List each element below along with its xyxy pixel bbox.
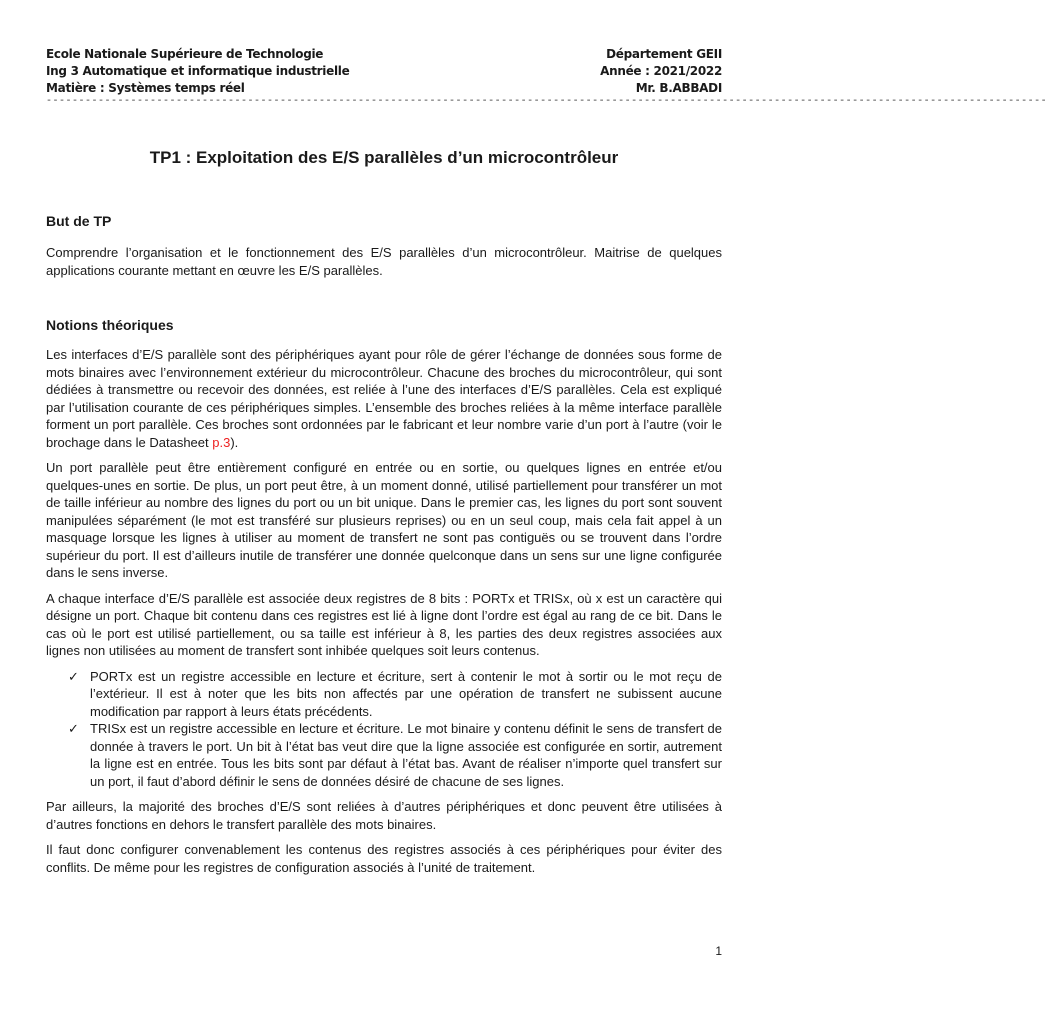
page-title: TP1 : Exploitation des E/S parallèles d’un microcontrôleur <box>149 148 619 167</box>
list-item <box>46 720 722 790</box>
header-left <box>46 46 349 97</box>
header-right <box>600 46 722 97</box>
header-year: Année : 2021/2022 <box>600 64 722 78</box>
checkmark-icon: ✓ <box>68 668 79 684</box>
page-number: 1 <box>715 944 722 958</box>
datasheet-page-link[interactable]: p.3 <box>212 434 231 450</box>
heading-notions: Notions théoriques <box>46 317 174 333</box>
paragraph-5: Il faut donc configurer convenablement les contenus des registres associés à ces périphériques pour éviter des conflits. De même pour les registres de configuration associés à l’unité de traitement. <box>46 842 722 875</box>
intro-paragraph: Comprendre l’organisation et le fonctionnement des E/S parallèles d’un microcontrôleur. Maitrise de quelques applications courante mettant en œuvre les E/S parallèles. <box>46 245 722 278</box>
register-list <box>46 668 722 791</box>
paragraph-1 <box>46 346 722 451</box>
intro-section <box>46 244 722 279</box>
header-separator: ---------------------------------------------------------------------------------------------------------------------------------------------------------- <box>46 96 1047 107</box>
paragraph-1-end: ). <box>230 434 239 450</box>
list-item <box>46 668 722 721</box>
notions-section <box>46 346 722 884</box>
header-school: Ecole Nationale Supérieure de Technologie <box>46 47 324 61</box>
paragraph-2: Un port parallèle peut être entièrement configuré en entrée ou en sortie, ou quelques lignes en entrée et/ou quelques-unes en sortie. De plus, un port peut être, à un moment donné, utilisé partiellement pour transférer un mot de taille inférieur au nombre des lignes du port ou un bit unique. Dans le premier cas, les lignes du port sont souvent manipulées séparément (le mot est transféré sur plusieurs reprises) ou en un seul coup, mais cela fait appel à un masquage lorsque les lignes à utiliser au moment de transfert ne sont pas contiguës ou se trouvent dans l’ordre supérieur du port. Il est d’ailleurs inutile de transférer une donnée quelconque dans un sens sur une ligne configurée dans le sens inverse. <box>46 460 722 580</box>
list-item-text: TRISx est un registre accessible en lecture et écriture. Le mot binaire y contenu définit le sens de transfert de donnée à travers le port. Un bit à l’état bas veut dire que la ligne associée est configurée en sortir, autrement la ligne est en entrée. Tous les bits sont par défaut à l’état bas. Avant de réaliser n’importe quel transfert sur un port, il faut d’abord définir le sens de données désiré de chacune de ses lignes. <box>90 721 722 789</box>
paragraph-4: Par ailleurs, la majorité des broches d’E/S sont reliées à d’autres périphériques et donc peuvent être utilisées à d’autres fonctions en dehors le transfert parallèle des mots binaires. <box>46 799 722 832</box>
list-item-text: PORTx est un registre accessible en lecture et écriture, sert à contenir le mot à sortir ou le mot reçu de l’extérieur. Il est à noter que les bits non affectés par une opération de transfert ne subissent aucune modification par rapport à leurs états précédents. <box>90 668 722 719</box>
paragraph-1-text: Les interfaces d’E/S parallèle sont des périphériques ayant pour rôle de gérer l’échange de données sous forme de mots binaires avec l’environnement extérieur du microcontrôleur. Chacune des broches du microcontrôleur, qui sont dédiées à transmettre ou recevoir des données, est reliée à l’une des interfaces d’E/S parallèles. Cela est expliqué par l’utilisation courante de ces périphériques simples. L’ensemble des broches reliées à la même interface parallèle forment un port parallèle. Ces broches sont ordonnées par le fabricant et leur nombre varie d’un port à l’autre (voir le brochage dans le Datasheet <box>46 347 722 450</box>
header-department: Département GEII <box>606 47 722 61</box>
checkmark-icon: ✓ <box>68 721 79 736</box>
header-author: Mr. B.ABBADI <box>635 81 722 95</box>
heading-but: But de TP <box>46 213 112 229</box>
header-subject: Matière : Systèmes temps réel <box>46 81 245 95</box>
header-program: Ing 3 Automatique et informatique industrielle <box>46 64 350 78</box>
paragraph-3: A chaque interface d’E/S parallèle est associée deux registres de 8 bits : PORTx et TRISx, où x est un caractère qui désigne un port. Chaque bit contenu dans ces registres est lié à ligne dont l’ordre est égal au rang de ce bit. Dans le cas où le port est utilisé partiellement, ou sa taille est inférieur à 8, les parties des deux registres associées aux lignes non utilisées au moment de transfert sont inhibée quelques soit leurs contenus. <box>46 590 722 658</box>
